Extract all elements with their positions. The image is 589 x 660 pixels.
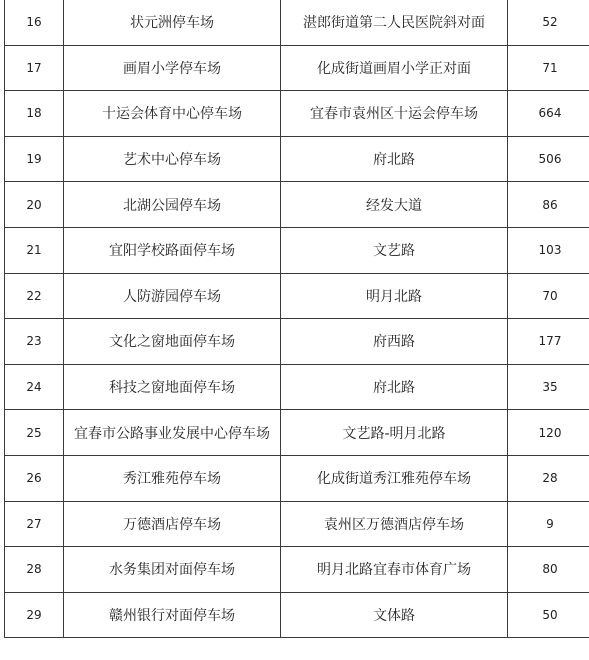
space-count-cell: 80 xyxy=(508,547,589,593)
row-index-cell: 28 xyxy=(5,547,64,593)
parking-name-cell: 宜阳学校路面停车场 xyxy=(64,227,281,273)
parking-name-cell: 宜春市公路事业发展中心停车场 xyxy=(64,410,281,456)
location-cell: 文体路 xyxy=(281,592,508,638)
row-index-cell: 22 xyxy=(5,273,64,319)
table-row xyxy=(5,136,589,182)
parking-lot-table xyxy=(4,0,589,638)
table-row xyxy=(5,45,589,91)
row-index-cell: 18 xyxy=(5,91,64,137)
row-index-cell: 25 xyxy=(5,410,64,456)
row-index-cell: 24 xyxy=(5,364,64,410)
space-count-cell: 35 xyxy=(508,364,589,410)
table-row xyxy=(5,364,589,410)
table-row xyxy=(5,319,589,365)
location-cell: 府北路 xyxy=(281,136,508,182)
parking-name-cell: 赣州银行对面停车场 xyxy=(64,592,281,638)
parking-name-cell: 北湖公园停车场 xyxy=(64,182,281,228)
location-cell: 府西路 xyxy=(281,319,508,365)
table-row xyxy=(5,501,589,547)
location-cell: 化成街道秀江雅苑停车场 xyxy=(281,455,508,501)
space-count-cell: 506 xyxy=(508,136,589,182)
row-index-cell: 21 xyxy=(5,227,64,273)
parking-name-cell: 文化之窗地面停车场 xyxy=(64,319,281,365)
space-count-cell: 70 xyxy=(508,273,589,319)
parking-name-cell: 科技之窗地面停车场 xyxy=(64,364,281,410)
space-count-cell: 50 xyxy=(508,592,589,638)
table-row xyxy=(5,227,589,273)
table-row xyxy=(5,182,589,228)
location-cell: 宜春市袁州区十运会停车场 xyxy=(281,91,508,137)
table-row xyxy=(5,91,589,137)
location-cell: 明月北路宜春市体育广场 xyxy=(281,547,508,593)
parking-name-cell: 人防游园停车场 xyxy=(64,273,281,319)
space-count-cell: 120 xyxy=(508,410,589,456)
space-count-cell: 71 xyxy=(508,45,589,91)
space-count-cell: 86 xyxy=(508,182,589,228)
parking-name-cell: 水务集团对面停车场 xyxy=(64,547,281,593)
space-count-cell: 52 xyxy=(508,0,589,45)
parking-name-cell: 十运会体育中心停车场 xyxy=(64,91,281,137)
parking-name-cell: 画眉小学停车场 xyxy=(64,45,281,91)
row-index-cell: 27 xyxy=(5,501,64,547)
table-row xyxy=(5,455,589,501)
space-count-cell: 177 xyxy=(508,319,589,365)
row-index-cell: 17 xyxy=(5,45,64,91)
location-cell: 袁州区万德酒店停车场 xyxy=(281,501,508,547)
table-row xyxy=(5,547,589,593)
space-count-cell: 103 xyxy=(508,227,589,273)
row-index-cell: 29 xyxy=(5,592,64,638)
row-index-cell: 26 xyxy=(5,455,64,501)
location-cell: 经发大道 xyxy=(281,182,508,228)
parking-name-cell: 秀江雅苑停车场 xyxy=(64,455,281,501)
parking-name-cell: 万德酒店停车场 xyxy=(64,501,281,547)
table-row xyxy=(5,592,589,638)
row-index-cell: 23 xyxy=(5,319,64,365)
location-cell: 府北路 xyxy=(281,364,508,410)
table-row xyxy=(5,273,589,319)
row-index-cell: 19 xyxy=(5,136,64,182)
location-cell: 化成街道画眉小学正对面 xyxy=(281,45,508,91)
location-cell: 文艺路-明月北路 xyxy=(281,410,508,456)
parking-name-cell: 艺术中心停车场 xyxy=(64,136,281,182)
location-cell: 文艺路 xyxy=(281,227,508,273)
row-index-cell: 20 xyxy=(5,182,64,228)
location-cell: 湛郎街道第二人民医院斜对面 xyxy=(281,0,508,45)
location-cell: 明月北路 xyxy=(281,273,508,319)
table-body xyxy=(5,0,589,638)
space-count-cell: 9 xyxy=(508,501,589,547)
table-row xyxy=(5,410,589,456)
table-row xyxy=(5,0,589,45)
space-count-cell: 28 xyxy=(508,455,589,501)
parking-name-cell: 状元洲停车场 xyxy=(64,0,281,45)
space-count-cell: 664 xyxy=(508,91,589,137)
row-index-cell: 16 xyxy=(5,0,64,45)
